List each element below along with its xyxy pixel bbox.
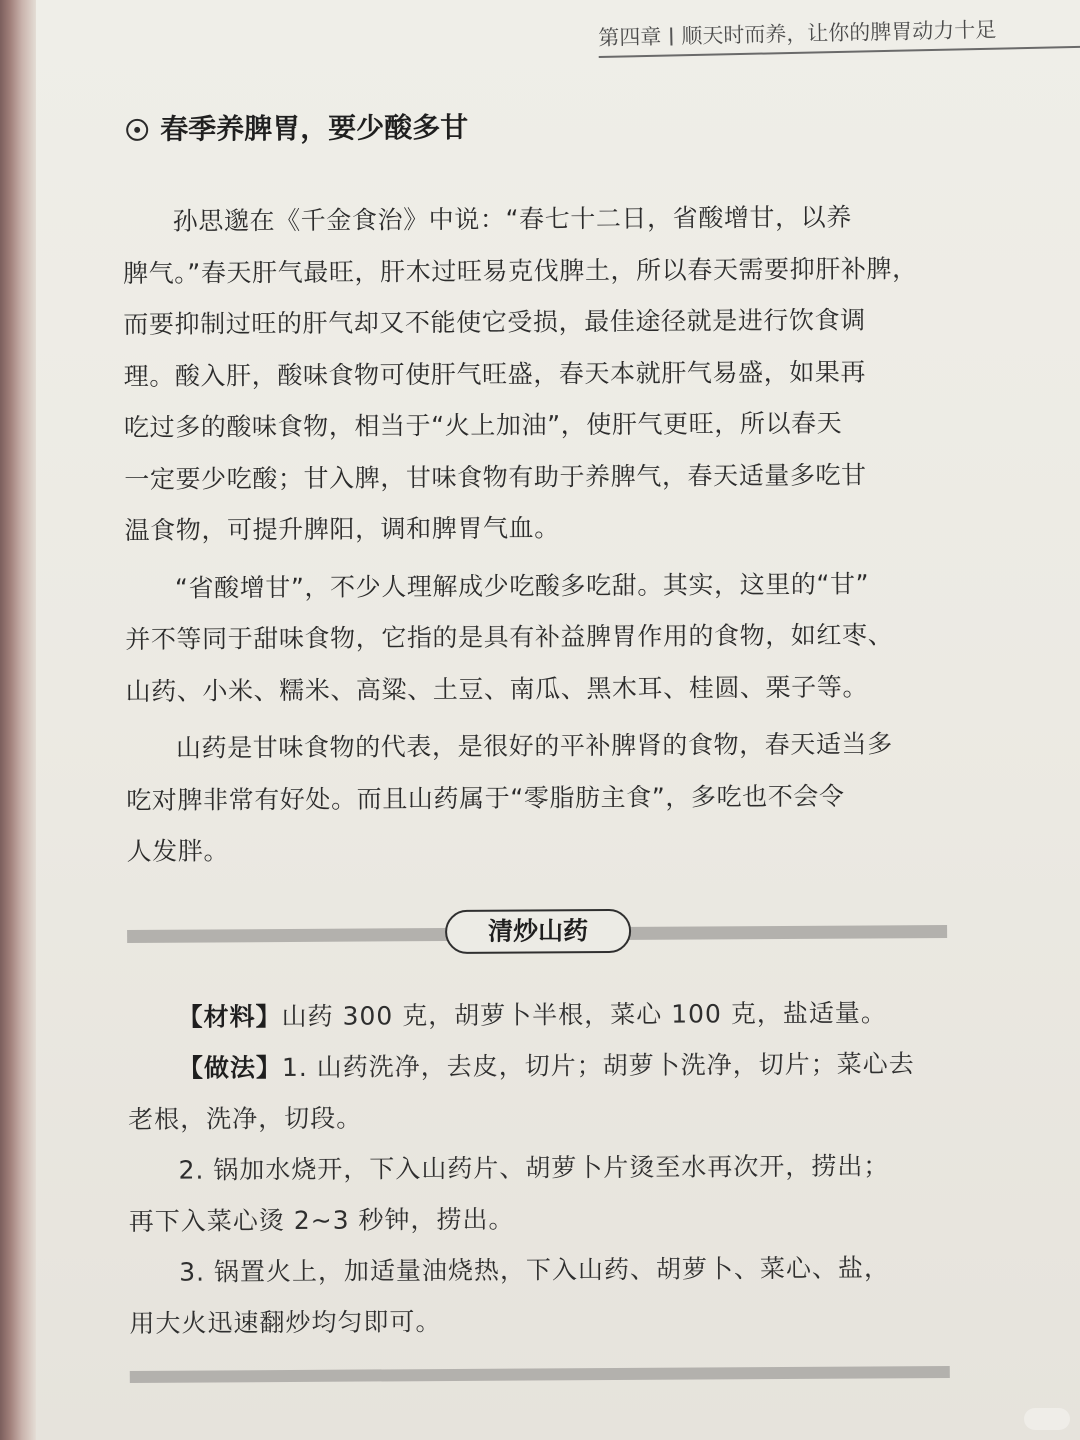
watermark-badge <box>1024 1408 1070 1430</box>
method-line: 再下入菜心烫 2~3 秒钟，捞出。 <box>128 1204 515 1236</box>
chapter-title: 顺天时而养，让你的脾胃动力十足 <box>681 17 997 49</box>
method-tag: 【做法】 <box>177 1052 283 1083</box>
method-line: 3. 锅置火上，加适量油烧热，下入山药、胡萝卜、菜心、盐， <box>179 1252 891 1287</box>
paragraph-1 <box>123 191 945 557</box>
method-line: 老根，洗净，切段。 <box>128 1103 363 1134</box>
paragraph-line: 吃过多的酸味食物，相当于“火上加油”，使肝气更旺，所以春天 <box>123 408 843 442</box>
page-edge <box>0 0 36 1440</box>
method-line: 用大火迅速翻炒均匀即可。 <box>129 1306 442 1338</box>
method-text: 1. 山药洗净，去皮，切片；胡萝卜洗净，切片；菜心去 <box>281 1048 915 1082</box>
recipe-title: 清炒山药 <box>445 908 631 953</box>
paragraph-line: 吃对脾非常有好处。而且山药属于“零脂肪主食”，多吃也不会令 <box>126 781 845 815</box>
method-line <box>128 1037 948 1093</box>
paragraph-line: 脾气。”春天肝气最旺，肝木过旺易克伐脾土，所以春天需要抑肝补脾， <box>122 253 918 288</box>
recipe-body <box>127 986 949 1348</box>
materials-tag: 【材料】 <box>177 1001 282 1032</box>
paragraph-line: 而要抑制过旺的肝气却又不能使它受损，最佳途径就是进行饮食调 <box>123 305 866 339</box>
paragraph-line: 并不等同于甜味食物，它指的是具有补益脾胃作用的食物，如红枣、 <box>125 620 894 654</box>
paragraph-line: 孙思邈在《千金食治》中说：“春七十二日，省酸增甘，以养 <box>172 202 852 236</box>
paragraph-line: 山药是甘味食物的代表，是很好的平补脾肾的食物，春天适当多 <box>175 729 893 763</box>
paragraph-line: 山药、小米、糯米、高粱、土豆、南瓜、黑木耳、桂圆、栗子等。 <box>125 671 869 706</box>
paragraph-line: 温食物，可提升脾阳，调和脾胃气血。 <box>124 513 560 545</box>
section-heading <box>122 95 942 160</box>
materials-line <box>127 986 947 1042</box>
paragraph-3 <box>126 718 947 878</box>
materials-text: 山药 300 克，胡萝卜半根，菜心 100 克，盐适量。 <box>281 997 887 1031</box>
section-title: 春季养脾胃，要少酸多甘 <box>160 110 469 146</box>
circle-dot-icon <box>126 119 148 141</box>
paragraph-line: 一定要少吃酸；甘入脾，甘味食物有助于养脾气，春天适量多吃甘 <box>124 459 867 494</box>
recipe-header <box>127 906 947 963</box>
running-head-separator <box>670 27 672 45</box>
chapter-label: 第四章 <box>598 24 662 50</box>
paragraph-line: 理。酸入肝，酸味食物可使肝气旺盛，春天本就肝气易盛，如果再 <box>123 356 867 391</box>
paragraph-line: “省酸增甘”，不少人理解成少吃酸多吃甜。其实，这里的“甘” <box>174 568 870 603</box>
page-content <box>122 95 950 1382</box>
paragraph-2 <box>125 557 946 717</box>
method-line: 2. 锅加水烧开，下入山药片、胡萝卜片烫至水再次开，捞出； <box>178 1150 890 1185</box>
paragraph-line: 人发胖。 <box>126 836 230 866</box>
